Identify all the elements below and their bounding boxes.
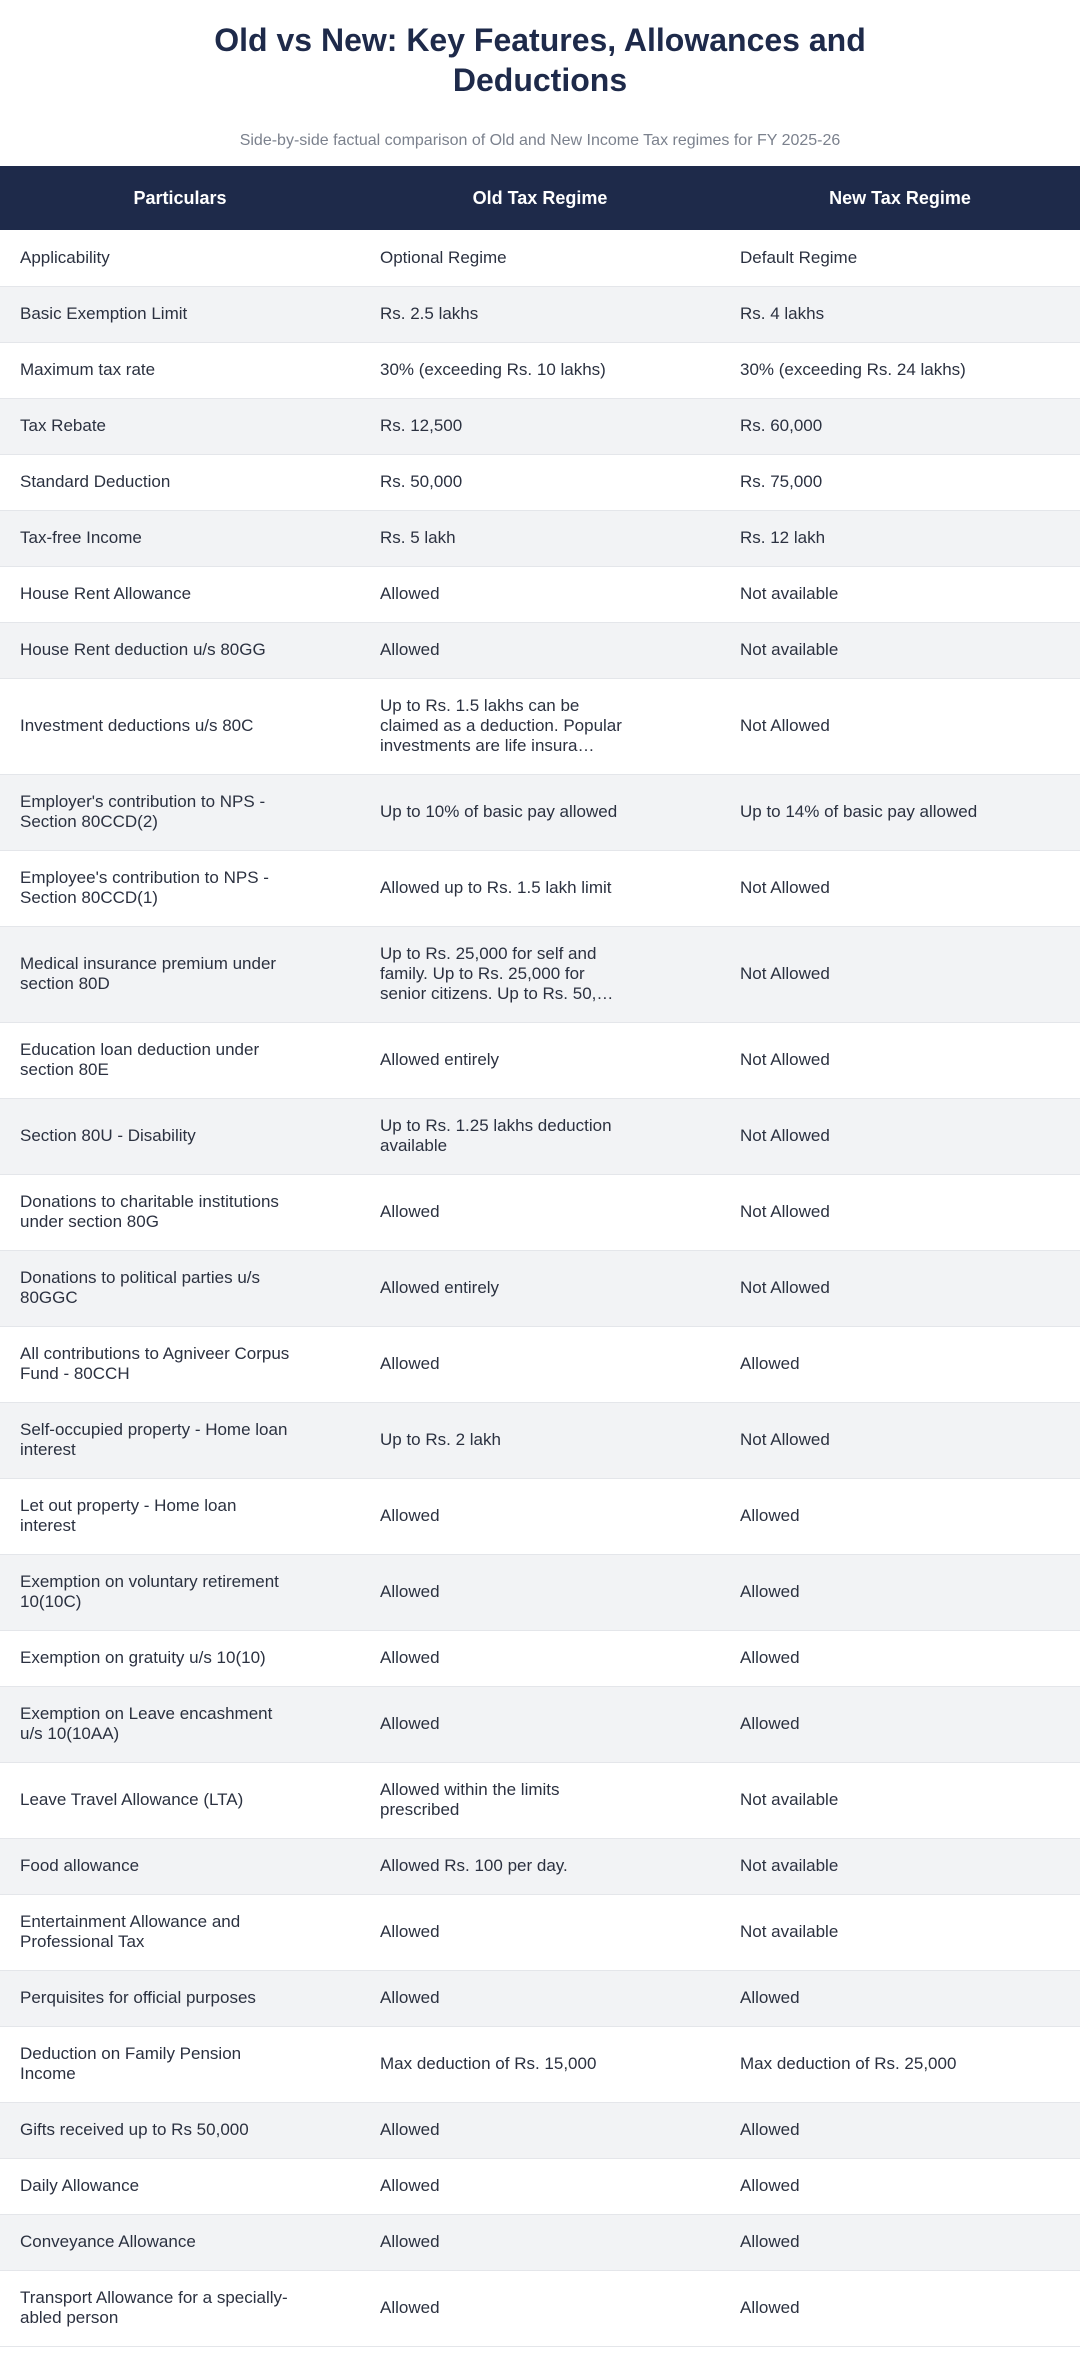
old-text: Rs. 50,000 xyxy=(380,472,463,491)
table-row xyxy=(0,1970,1080,2026)
table-row xyxy=(0,1250,1080,1326)
table-row xyxy=(0,850,1080,926)
cell-old xyxy=(360,2102,720,2158)
old-text: Allowed xyxy=(380,1582,440,1601)
cell-new xyxy=(720,1098,1080,1174)
new-text: Not Allowed xyxy=(740,1202,830,1221)
old-text: Up to Rs. 1.5 lakhs can be claimed as a deduction. Popular investments are life insura… xyxy=(380,696,622,755)
cell-particular xyxy=(0,1630,360,1686)
table-row xyxy=(0,342,1080,398)
new-text: Not Allowed xyxy=(740,1126,830,1145)
column-header-old-regime: Old Tax Regime xyxy=(472,187,608,208)
particular-text: Gifts received up to Rs 50,000 xyxy=(20,2120,249,2139)
new-text: Allowed xyxy=(740,2298,800,2317)
column-header-particulars: Particulars xyxy=(133,187,227,208)
particular-text: All contributions to Agniveer Corpus Fund - 80CCH xyxy=(20,1344,290,1383)
new-text: Allowed xyxy=(740,1648,800,1667)
old-text: Allowed xyxy=(380,1648,440,1667)
particular-text: Investment deductions u/s 80C xyxy=(20,716,254,735)
old-text: Allowed xyxy=(380,1506,440,1525)
cell-particular xyxy=(0,1250,360,1326)
table-row xyxy=(0,1174,1080,1250)
table-row xyxy=(0,1686,1080,1762)
cell-old xyxy=(360,286,720,342)
cell-new xyxy=(720,286,1080,342)
cell-particular xyxy=(0,286,360,342)
table-header-row xyxy=(0,166,1080,230)
cell-old xyxy=(360,1250,720,1326)
cell-old xyxy=(360,230,720,286)
old-text: Allowed xyxy=(380,1714,440,1733)
particular-text: Tax-free Income xyxy=(20,528,142,547)
old-text: Up to Rs. 2 lakh xyxy=(380,1430,501,1449)
cell-particular xyxy=(0,622,360,678)
cell-new xyxy=(720,230,1080,286)
cell-old xyxy=(360,1098,720,1174)
cell-particular xyxy=(0,2102,360,2158)
table-row xyxy=(0,678,1080,774)
old-text: Up to 10% of basic pay allowed xyxy=(380,802,618,821)
cell-particular xyxy=(0,2026,360,2102)
cell-new xyxy=(720,1402,1080,1478)
cell-new xyxy=(720,622,1080,678)
new-text: Not Allowed xyxy=(740,964,830,983)
cell-old xyxy=(360,1838,720,1894)
cell-particular xyxy=(0,1478,360,1554)
old-text: Allowed Rs. 100 per day. xyxy=(380,1856,568,1875)
cell-particular xyxy=(0,510,360,566)
new-text: Not Allowed xyxy=(740,878,830,897)
particular-text: Entertainment Allowance and Professional Tax xyxy=(20,1912,241,1951)
particular-text: Exemption on voluntary retirement 10(10C) xyxy=(20,1572,279,1611)
cell-old xyxy=(360,926,720,1022)
cell-particular xyxy=(0,1762,360,1838)
table-row xyxy=(0,1402,1080,1478)
table-row xyxy=(0,398,1080,454)
table-row xyxy=(0,454,1080,510)
particular-text: Employer's contribution to NPS - Section 80CCD(2) xyxy=(20,792,266,831)
cell-particular xyxy=(0,1554,360,1630)
cell-old xyxy=(360,1174,720,1250)
old-text: Rs. 12,500 xyxy=(380,416,463,435)
cell-particular xyxy=(0,1326,360,1402)
cell-particular xyxy=(0,774,360,850)
cell-new xyxy=(720,1174,1080,1250)
cell-old xyxy=(360,1894,720,1970)
cell-particular xyxy=(0,1022,360,1098)
cell-new xyxy=(720,2158,1080,2214)
cell-new xyxy=(720,454,1080,510)
cell-new xyxy=(720,2270,1080,2346)
table-row xyxy=(0,1554,1080,1630)
cell-new xyxy=(720,1478,1080,1554)
cell-old xyxy=(360,678,720,774)
cell-new xyxy=(720,1838,1080,1894)
cell-new xyxy=(720,1762,1080,1838)
new-text: Not Allowed xyxy=(740,1278,830,1297)
cell-old xyxy=(360,566,720,622)
cell-new xyxy=(720,1894,1080,1970)
cell-new xyxy=(720,850,1080,926)
cell-particular xyxy=(0,1402,360,1478)
cell-new xyxy=(720,2026,1080,2102)
table-row xyxy=(0,510,1080,566)
cell-old xyxy=(360,2026,720,2102)
old-text: Allowed xyxy=(380,1988,440,2007)
particular-text: House Rent Allowance xyxy=(20,584,192,603)
particular-text: Let out property - Home loan interest xyxy=(20,1496,237,1535)
cell-old xyxy=(360,398,720,454)
cell-new xyxy=(720,774,1080,850)
new-text: Not Allowed xyxy=(740,1430,830,1449)
new-text: Rs. 75,000 xyxy=(740,472,823,491)
cell-particular xyxy=(0,454,360,510)
cell-old xyxy=(360,774,720,850)
cell-old xyxy=(360,622,720,678)
old-text: Allowed up to Rs. 1.5 lakh limit xyxy=(380,878,612,897)
cell-new xyxy=(720,1686,1080,1762)
new-text: Rs. 60,000 xyxy=(740,416,823,435)
cell-new xyxy=(720,1630,1080,1686)
old-text: Allowed within the limits prescribed xyxy=(380,1780,560,1819)
cell-new xyxy=(720,510,1080,566)
new-text: Default Regime xyxy=(740,247,858,267)
old-text: Up to Rs. 1.25 lakhs deduction available xyxy=(380,1116,612,1155)
cell-particular xyxy=(0,398,360,454)
new-text: Not available xyxy=(740,640,839,659)
table-row xyxy=(0,2102,1080,2158)
cell-new xyxy=(720,1970,1080,2026)
cell-old xyxy=(360,1970,720,2026)
particular-text: Medical insurance premium under section 80D xyxy=(20,954,277,993)
table-row xyxy=(0,286,1080,342)
cell-particular xyxy=(0,566,360,622)
old-text: Rs. 5 lakh xyxy=(380,528,456,547)
cell-old xyxy=(360,342,720,398)
table-row xyxy=(0,2158,1080,2214)
cell-old xyxy=(360,2214,720,2270)
particular-text: Conveyance Allowance xyxy=(20,2232,196,2251)
new-text: Rs. 4 lakhs xyxy=(740,304,825,323)
new-text: Allowed xyxy=(740,2176,800,2195)
new-text: Allowed xyxy=(740,1354,800,1373)
table-row xyxy=(0,1326,1080,1402)
new-text: Up to 14% of basic pay allowed xyxy=(740,802,978,821)
particular-text: Applicability xyxy=(20,247,110,267)
new-text: Not available xyxy=(740,1856,839,1875)
old-text: Allowed xyxy=(380,2232,440,2251)
old-text: 30% (exceeding Rs. 10 lakhs) xyxy=(380,360,606,379)
new-text: Allowed xyxy=(740,2232,800,2251)
page-subtitle: Side-by-side factual comparison of Old and New Income Tax regimes for FY 2025-26 xyxy=(239,132,841,149)
cell-particular xyxy=(0,1894,360,1970)
particular-text: Deduction on Family Pension Income xyxy=(20,2044,242,2083)
cell-new xyxy=(720,678,1080,774)
cell-particular xyxy=(0,2214,360,2270)
particular-text: Food allowance xyxy=(20,1856,140,1875)
table-row xyxy=(0,1098,1080,1174)
cell-particular xyxy=(0,1838,360,1894)
new-text: Not available xyxy=(740,584,839,603)
new-text: 30% (exceeding Rs. 24 lakhs) xyxy=(740,360,966,379)
cell-new xyxy=(720,1326,1080,1402)
page-title: Old vs New: Key Features, Allowances and Deductions xyxy=(214,22,866,98)
new-text: Max deduction of Rs. 25,000 xyxy=(740,2054,957,2073)
particular-text: Donations to charitable institutions under section 80G xyxy=(20,1192,279,1231)
particular-text: Standard Deduction xyxy=(20,472,171,491)
old-text: Allowed xyxy=(380,640,440,659)
particular-text: Maximum tax rate xyxy=(20,360,156,379)
cell-particular xyxy=(0,1174,360,1250)
cell-new xyxy=(720,342,1080,398)
old-text: Allowed xyxy=(380,2298,440,2317)
cell-old xyxy=(360,1686,720,1762)
new-text: Allowed xyxy=(740,1582,800,1601)
cell-old xyxy=(360,454,720,510)
cell-particular xyxy=(0,1098,360,1174)
new-text: Allowed xyxy=(740,1506,800,1525)
new-text: Rs. 12 lakh xyxy=(740,528,826,547)
particular-text: Exemption on gratuity u/s 10(10) xyxy=(20,1648,266,1667)
table-row xyxy=(0,2026,1080,2102)
particular-text: Tax Rebate xyxy=(20,416,106,435)
table-row xyxy=(0,1762,1080,1838)
table-body xyxy=(0,230,1080,2346)
cell-old xyxy=(360,510,720,566)
new-text: Allowed xyxy=(740,2120,800,2139)
particular-text: Daily Allowance xyxy=(20,2176,140,2195)
particular-text: Transport Allowance for a specially-abled person xyxy=(20,2288,288,2327)
table-row xyxy=(0,2214,1080,2270)
cell-new xyxy=(720,398,1080,454)
particular-text: Employee's contribution to NPS - Section 80CCD(1) xyxy=(20,868,269,907)
cell-old xyxy=(360,1402,720,1478)
particular-text: Education loan deduction under section 80E xyxy=(20,1040,260,1079)
old-text: Allowed xyxy=(380,584,440,603)
old-text: Optional Regime xyxy=(380,247,507,267)
cell-new xyxy=(720,1554,1080,1630)
new-text: Not Allowed xyxy=(740,1050,830,1069)
table-row xyxy=(0,774,1080,850)
cell-old xyxy=(360,2270,720,2346)
cell-new xyxy=(720,1022,1080,1098)
comparison-table xyxy=(0,166,1080,2347)
particular-text: Leave Travel Allowance (LTA) xyxy=(20,1790,244,1809)
cell-new xyxy=(720,926,1080,1022)
cell-particular xyxy=(0,230,360,286)
cell-particular xyxy=(0,1970,360,2026)
old-text: Up to Rs. 25,000 for self and family. Up to Rs. 25,000 for senior citizens. Up to Rs. 50,… xyxy=(380,944,614,1003)
old-text: Allowed xyxy=(380,2176,440,2195)
old-text: Allowed entirely xyxy=(380,1278,500,1297)
particular-text: Perquisites for official purposes xyxy=(20,1988,256,2007)
old-text: Allowed entirely xyxy=(380,1050,500,1069)
table-row xyxy=(0,1630,1080,1686)
new-text: Not Allowed xyxy=(740,716,830,735)
cell-old xyxy=(360,1554,720,1630)
table-row xyxy=(0,622,1080,678)
cell-new xyxy=(720,2102,1080,2158)
particular-text: Basic Exemption Limit xyxy=(20,304,188,323)
table-row xyxy=(0,230,1080,286)
cell-particular xyxy=(0,850,360,926)
cell-particular xyxy=(0,926,360,1022)
new-text: Not available xyxy=(740,1922,839,1941)
old-text: Allowed xyxy=(380,2120,440,2139)
new-text: Not available xyxy=(740,1790,839,1809)
cell-new xyxy=(720,566,1080,622)
particular-text: Exemption on Leave encashment u/s 10(10AA) xyxy=(20,1704,273,1743)
new-text: Allowed xyxy=(740,1988,800,2007)
cell-old xyxy=(360,1326,720,1402)
old-text: Max deduction of Rs. 15,000 xyxy=(380,2054,597,2073)
cell-old xyxy=(360,850,720,926)
particular-text: Donations to political parties u/s 80GGC xyxy=(20,1268,261,1307)
cell-particular xyxy=(0,2270,360,2346)
table-row xyxy=(0,1478,1080,1554)
cell-old xyxy=(360,1762,720,1838)
cell-old xyxy=(360,1478,720,1554)
cell-particular xyxy=(0,1686,360,1762)
cell-old xyxy=(360,1022,720,1098)
new-text: Allowed xyxy=(740,1714,800,1733)
cell-new xyxy=(720,1250,1080,1326)
table-row xyxy=(0,1894,1080,1970)
table-row xyxy=(0,1838,1080,1894)
table-row xyxy=(0,566,1080,622)
column-header-new-regime: New Tax Regime xyxy=(829,187,971,208)
old-text: Allowed xyxy=(380,1922,440,1941)
particular-text: House Rent deduction u/s 80GG xyxy=(20,640,266,659)
page-header xyxy=(0,0,1080,166)
cell-particular xyxy=(0,678,360,774)
cell-particular xyxy=(0,2158,360,2214)
cell-new xyxy=(720,2214,1080,2270)
old-text: Allowed xyxy=(380,1354,440,1373)
table-header xyxy=(0,166,1080,230)
old-text: Allowed xyxy=(380,1202,440,1221)
table-row xyxy=(0,2270,1080,2346)
table-row xyxy=(0,1022,1080,1098)
cell-old xyxy=(360,1630,720,1686)
cell-old xyxy=(360,2158,720,2214)
cell-particular xyxy=(0,342,360,398)
old-text: Rs. 2.5 lakhs xyxy=(380,304,479,323)
particular-text: Self-occupied property - Home loan interest xyxy=(20,1420,288,1459)
table-row xyxy=(0,926,1080,1022)
particular-text: Section 80U - Disability xyxy=(20,1126,196,1145)
